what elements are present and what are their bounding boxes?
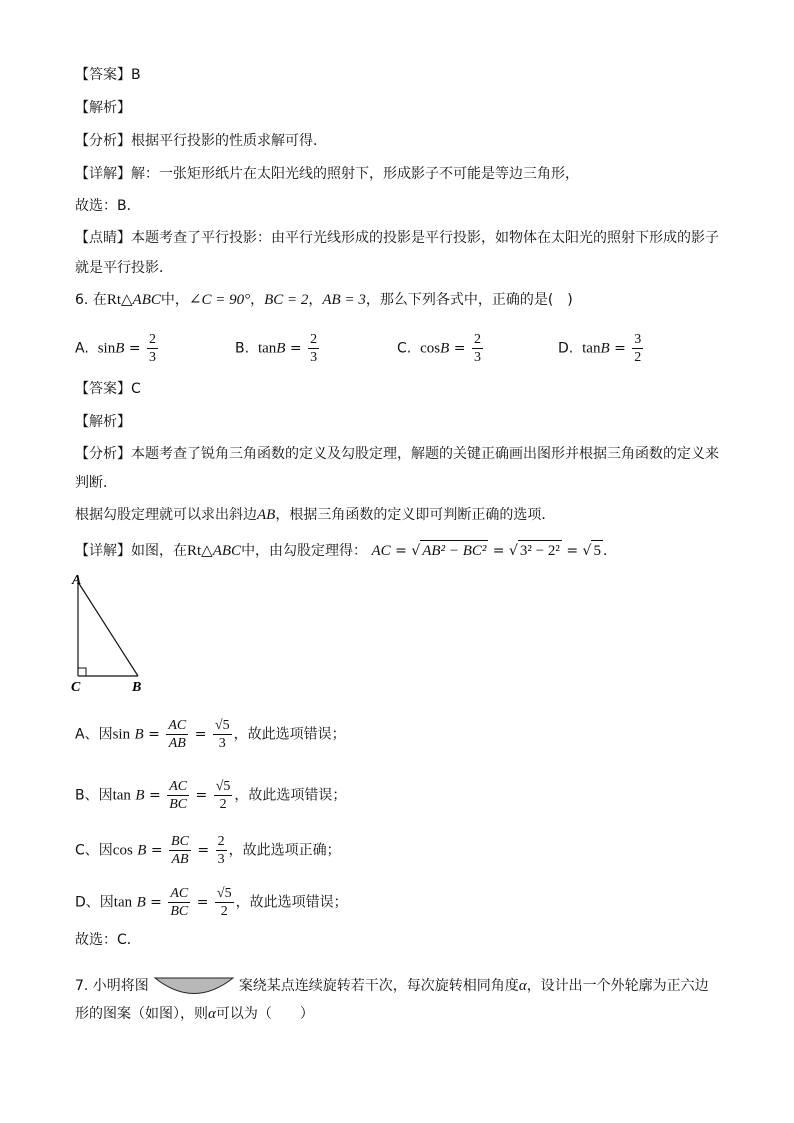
- q5-analysis-tag: 【解析】: [75, 100, 131, 116]
- fenxi-tag: 【分析】: [75, 133, 131, 149]
- xiangjie-text-b: 中，由勾股定理得：: [241, 543, 368, 559]
- option-var: B: [115, 340, 125, 357]
- option-b: B. tanB = $\frac{2}{3}$: [235, 332, 318, 365]
- vertex-c-label: C: [71, 680, 81, 695]
- frac-num: AC: [168, 718, 187, 733]
- step-func: cos: [112, 842, 133, 859]
- q5-xiangjie-line: [75, 164, 579, 184]
- step-frac-2: [216, 833, 227, 868]
- vertex-a-label: A: [72, 573, 82, 588]
- fenxi-var: AB: [257, 507, 276, 523]
- step-a: A、因sin B = $\frac{AC}{AB}$ = $\frac{√5}{3}$ ，故此选项错误；: [75, 718, 346, 751]
- fenxi-tag: 【分析】: [75, 446, 131, 462]
- frac-num: √5: [216, 886, 232, 901]
- stem-tail: ，那么下列各式中，正确的是( ): [365, 292, 573, 308]
- q7-stem-line-2: [75, 1004, 314, 1024]
- frac-num: AC: [169, 779, 188, 794]
- q7-text-d: 形的图案（如图），则: [75, 1006, 208, 1022]
- option-var: B: [440, 340, 450, 357]
- cond-angle-c: ∠C = 90°: [188, 292, 251, 308]
- stem-abc: ABC: [132, 292, 161, 308]
- option-letter: A.: [75, 340, 89, 357]
- frac-den: 2: [220, 904, 228, 919]
- step-frac-2: [213, 717, 232, 752]
- triangle-figure: [68, 570, 158, 695]
- xiangjie-text-a: 如图，在: [131, 543, 187, 559]
- step-prefix: C、因: [75, 842, 113, 859]
- step-suffix: ，故此选项错误；: [233, 726, 346, 743]
- q7-text-c: ，设计出一个外轮廓为正六边: [526, 978, 709, 994]
- frac-num: 3: [634, 332, 642, 347]
- q6-answer-line: [75, 379, 141, 399]
- side-ab: [78, 582, 138, 676]
- xiangjie-text: 解：一张矩形纸片在太阳光线的照射下，形成影子不可能是等边三角形，: [131, 166, 579, 182]
- answer-value: B: [131, 67, 141, 83]
- frac-den: BC: [170, 904, 189, 919]
- fenxi-text-b: ，根据三角函数的定义即可判断正确的选项．: [275, 507, 556, 523]
- step-suffix: ，故此选项错误；: [235, 894, 348, 911]
- step-d: D、因tan B = $\frac{AC}{BC}$ = $\frac{√5}{2}$ ，故此选项错误；: [75, 886, 348, 919]
- xiangjie-abc: ABC: [212, 543, 242, 559]
- answer-tag: 【答案】: [75, 381, 131, 397]
- pyth-r3: 5: [591, 540, 603, 561]
- pyth-lhs: AC: [371, 543, 391, 559]
- option-letter: D.: [558, 340, 574, 357]
- frac-den: AB: [168, 736, 186, 751]
- option-c: C. cosB = $\frac{2}{3}$: [397, 332, 481, 365]
- option-a: A. sinB = $\frac{2}{3}$: [75, 332, 157, 365]
- option-func: tan: [257, 340, 277, 357]
- circular-segment-shape: [153, 975, 235, 997]
- frac-den: 3: [149, 350, 157, 365]
- frac-den: 3: [218, 736, 226, 751]
- q7-text-e: 可以为（ ）: [215, 1006, 314, 1022]
- frac-num: 2: [217, 834, 225, 849]
- q6-fenxi-line-3: [75, 505, 555, 525]
- cond-bc: BC = 2: [264, 292, 309, 308]
- frac-den: AB: [171, 852, 189, 867]
- step-func: sin: [112, 726, 131, 743]
- q5-fenxi-line: [75, 131, 327, 151]
- step-var: B: [136, 894, 146, 911]
- frac-den: 2: [634, 350, 642, 365]
- option-func: sin: [97, 340, 116, 357]
- frac-den: BC: [169, 797, 188, 812]
- step-var: B: [134, 726, 144, 743]
- q6-fenxi-line: [75, 444, 719, 464]
- xiangjie-rt: Rt△: [187, 543, 213, 559]
- q5-dianjing-line-2: 就是平行投影．: [75, 260, 173, 276]
- q5-guxuan: 故选：B．: [75, 198, 141, 214]
- frac-num: √5: [215, 779, 231, 794]
- step-var: B: [137, 842, 147, 859]
- step-suffix: ，故此选项错误；: [234, 787, 347, 804]
- step-frac-2: [215, 885, 234, 920]
- step-frac-2: [214, 778, 233, 813]
- step-frac-1: [168, 885, 190, 920]
- stem-prefix: 6. 在: [75, 292, 107, 308]
- q7-stem-line-1: [75, 975, 709, 997]
- xiangjie-tag: 【详解】: [75, 166, 131, 182]
- step-prefix: B、因: [75, 787, 113, 804]
- q6-analysis-tag: 【解析】: [75, 414, 131, 430]
- frac-num: √5: [214, 718, 230, 733]
- option-var: B: [276, 340, 286, 357]
- answer-value: C: [131, 381, 141, 397]
- option-func: tan: [582, 340, 601, 357]
- q6-xiangjie-line: 【详解】如图，在Rt△ABC中，由勾股定理得： AC = √ AB² − BC² = √ 3² − 2² = √ 5 ．: [75, 540, 617, 561]
- frac-num: BC: [171, 834, 189, 849]
- vertex-b-label: B: [132, 680, 142, 695]
- frac-num: AC: [170, 886, 189, 901]
- pyth-r1: AB² − BC²: [420, 540, 488, 561]
- option-d: D. tanB = $\frac{3}{2}$: [558, 332, 642, 365]
- pyth-r2: 3² − 2²: [518, 540, 562, 561]
- option-fraction: [147, 331, 158, 366]
- dianjing-text: 本题考查了平行投影：由平行光线形成的投影是平行投影，如物体在太阳光的照射下形成的影子: [131, 230, 719, 246]
- cond-ab: AB = 3: [322, 292, 366, 308]
- option-func: cos: [420, 340, 441, 357]
- step-prefix: A、因: [75, 726, 113, 743]
- option-var: B: [600, 340, 610, 357]
- stem-rt: Rt△: [106, 292, 133, 308]
- step-suffix: ，故此选项正确；: [228, 842, 341, 859]
- stem-mid: 中，: [160, 292, 189, 308]
- q5-dianjing-line: [75, 228, 719, 248]
- q6-stem: 6. 在Rt△ABC中，∠C = 90°，BC = 2，AB = 3，那么下列各式中，正确的是( ): [75, 292, 573, 308]
- q7-alpha: α: [208, 1006, 216, 1022]
- fenxi-text: 本题考查了锐角三角函数的定义及勾股定理，解题的关键正确画出图形并根据三角函数的定义来: [131, 446, 719, 462]
- right-angle-mark: [78, 668, 86, 676]
- step-frac-1: [169, 833, 191, 868]
- step-func: tan: [113, 894, 133, 911]
- option-fraction: [632, 331, 643, 366]
- q7-alpha: α: [518, 978, 527, 994]
- step-b: B、因tan B = $\frac{AC}{BC}$ = $\frac{√5}{2}$ ，故此选项错误；: [75, 779, 347, 812]
- fenxi-text: 根据平行投影的性质求解可得．: [131, 133, 327, 149]
- frac-den: 2: [219, 797, 227, 812]
- frac-den: 3: [217, 852, 225, 867]
- option-letter: B.: [235, 340, 250, 357]
- frac-num: 2: [473, 332, 481, 347]
- q6-guxuan: 故选：C．: [75, 932, 141, 948]
- q5-answer-line: [75, 65, 141, 85]
- step-frac-1: [166, 717, 188, 752]
- option-fraction: [308, 331, 319, 366]
- q6-fenxi-line-2: 判断．: [75, 475, 117, 491]
- answer-tag: 【答案】: [75, 67, 131, 83]
- fenxi-text-a: 根据勾股定理就可以求出斜边: [75, 507, 257, 523]
- q7-text-b: 案绕某点连续旋转若干次，每次旋转相同角度: [238, 978, 519, 994]
- step-var: B: [135, 787, 145, 804]
- dianjing-tag: 【点睛】: [75, 230, 131, 246]
- step-func: tan: [112, 787, 131, 804]
- step-prefix: D、因: [75, 894, 114, 911]
- step-c: C、因cos B = $\frac{BC}{AB}$ = $\frac{2}{3}$ ，故此选项正确；: [75, 834, 341, 867]
- frac-den: 3: [310, 350, 318, 365]
- option-letter: C.: [397, 340, 412, 357]
- step-frac-1: [167, 778, 189, 813]
- q7-text-a: 7. 小明将图: [75, 978, 149, 994]
- frac-den: 3: [473, 350, 481, 365]
- option-fraction: [472, 331, 483, 366]
- xiangjie-tag: 【详解】: [75, 543, 131, 559]
- frac-num: 2: [310, 332, 318, 347]
- frac-num: 2: [149, 332, 157, 347]
